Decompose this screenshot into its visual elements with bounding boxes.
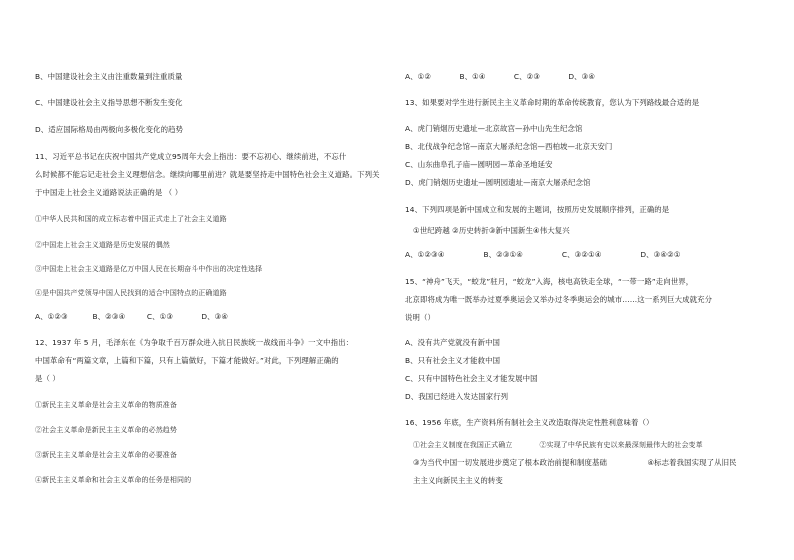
q16-items-row-1 (413, 440, 703, 450)
q13-option-a: A、虎门销烟历史遗址—北京故宫—孙中山先生纪念馆 (405, 124, 583, 133)
q11-options (35, 312, 228, 322)
q15-option-c: C、只有中国特色社会主义才能发展中国 (405, 374, 538, 383)
q11-item-2: ②中国走上社会主义道路是历史发展的偶然 (35, 241, 170, 249)
q12-item-2: ②社会主义革命是新民主主义革命的必然趋势 (35, 426, 177, 434)
q12-stem-line-3: 是（ ） (35, 374, 60, 383)
q13-option-b: B、北伐战争纪念馆—南京大屠杀纪念馆—西柏坡—北京天安门 (405, 142, 613, 151)
q12-item-3: ③新民主主义革命是社会主义革命的必要准备 (35, 451, 177, 459)
q11-stem-line-1: 11、习近平总书记在庆祝中国共产党成立95周年大会上指出：要不忘初心、继续前进，不忘什 (35, 152, 347, 161)
q14-option-d: D、③④②① (640, 250, 681, 259)
q11-option-a: A、①②③ (35, 312, 68, 321)
q12-option-a: A、①② (405, 72, 432, 81)
q12-option-d: D、③④ (568, 72, 596, 81)
q16-items-row-2 (413, 458, 737, 468)
q14-options (405, 250, 681, 260)
q11-stem-line-3: 于中国走上社会主义道路说法正确的是 （ ） (35, 188, 183, 197)
q13-option-c: C、山东曲阜孔子庙—圆明园—革命圣地延安 (405, 160, 553, 169)
q12-option-c: C、②③ (513, 72, 541, 81)
q12-options (405, 72, 595, 82)
q15-option-d: D、我国已经进入发达国家行列 (405, 392, 509, 401)
q12-option-b: B、①④ (459, 72, 486, 81)
q12-item-1: ①新民主主义革命是社会主义革命的物质准备 (35, 401, 177, 409)
q15-option-b: B、只有社会主义才能救中国 (405, 356, 501, 365)
q15-option-a: A、没有共产党就没有新中国 (405, 338, 501, 347)
q11-item-1: ①中华人民共和国的成立标志着中国正式走上了社会主义道路 (35, 215, 227, 223)
q15-stem-line-3: 说明（） (405, 313, 435, 322)
q11-stem-line-2: 么时候都不能忘记走社会主义理想信念。继续向哪里前进？就是要坚持走中国特色社会主义道路。下列关 (35, 170, 380, 179)
q14-option-c: C、③②①④ (561, 250, 602, 259)
q13-stem: 13、如果要对学生进行新民主主义革命时期的革命传统教育，您认为下列路线最合适的是 (405, 98, 700, 107)
q16-item-3: ③为当代中国一切发展进步奠定了根本政治前提和制度基础 (413, 458, 607, 467)
q16-item-1: ①社会主义制度在我国正式确立 (413, 441, 513, 449)
q15-stem-line-1: 15、“神舟”飞天，“蛟龙”驻月，“蛟龙”入海，核电高铁走全球，“一带一路”走向世界， (405, 277, 694, 286)
q16-item-2: ②实现了中华民族有史以来最深刻最伟大的社会变革 (539, 441, 703, 449)
q10-option-d: D、适应国际格局由两极向多极化变化的趋势 (35, 125, 184, 134)
q14-items: ①世纪跨越 ②历史转折③新中国新生④伟大复兴 (413, 226, 570, 235)
q12-stem-line-2: 中国革命有“两篇文章，上篇和下篇，只有上篇做好，下篇才能做好。”对此，下列理解正确的 (35, 356, 339, 365)
q10-option-c: C、中国建设社会主义指导思想不断发生变化 (35, 98, 183, 107)
q16-stem: 16、1956 年底，生产资料所有制社会主义改造取得决定性胜利意味着（） (405, 418, 654, 427)
q11-option-c: C、①③ (146, 312, 174, 321)
q12-stem-line-1: 12、1937 年 5 月，毛泽东在《为争取千百万群众进入抗日民族统一战线而斗争》一文中指出： (35, 338, 354, 347)
q12-item-4: ④新民主主义革命和社会主义革命的任务是相同的 (35, 476, 192, 484)
q15-stem-line-2: 北京即将成为唯一既举办过夏季奥运会又举办过冬季奥运会的城市……这一系列巨大成就充分 (405, 295, 713, 304)
q16-item-4: ④标志着我国实现了从旧民 (647, 458, 737, 467)
q11-option-b: B、②③④ (92, 312, 126, 321)
q11-item-4: ④是中国共产党领导中国人民找到的适合中国特点的正确道路 (35, 289, 227, 297)
q16-item-4-continued: 主主义向新民主主义的转变 (413, 476, 503, 485)
q11-option-d: D、③④ (201, 312, 229, 321)
q13-option-d: D、虎门销烟历史遗址—圆明园遗址—南京大屠杀纪念馆 (405, 178, 591, 187)
q11-item-3: ③中国走上社会主义道路是亿万中国人民在长期奋斗中作出的决定性选择 (35, 265, 263, 273)
q14-option-a: A、①②③④ (405, 250, 445, 259)
q10-option-b: B、中国建设社会主义由注重数量到注重质量 (35, 72, 183, 81)
q14-option-b: B、②③①④ (483, 250, 524, 259)
q14-stem: 14、下列四项是新中国成立和发展的主题词，按照历史发展顺序排列，正确的是 (405, 205, 670, 214)
